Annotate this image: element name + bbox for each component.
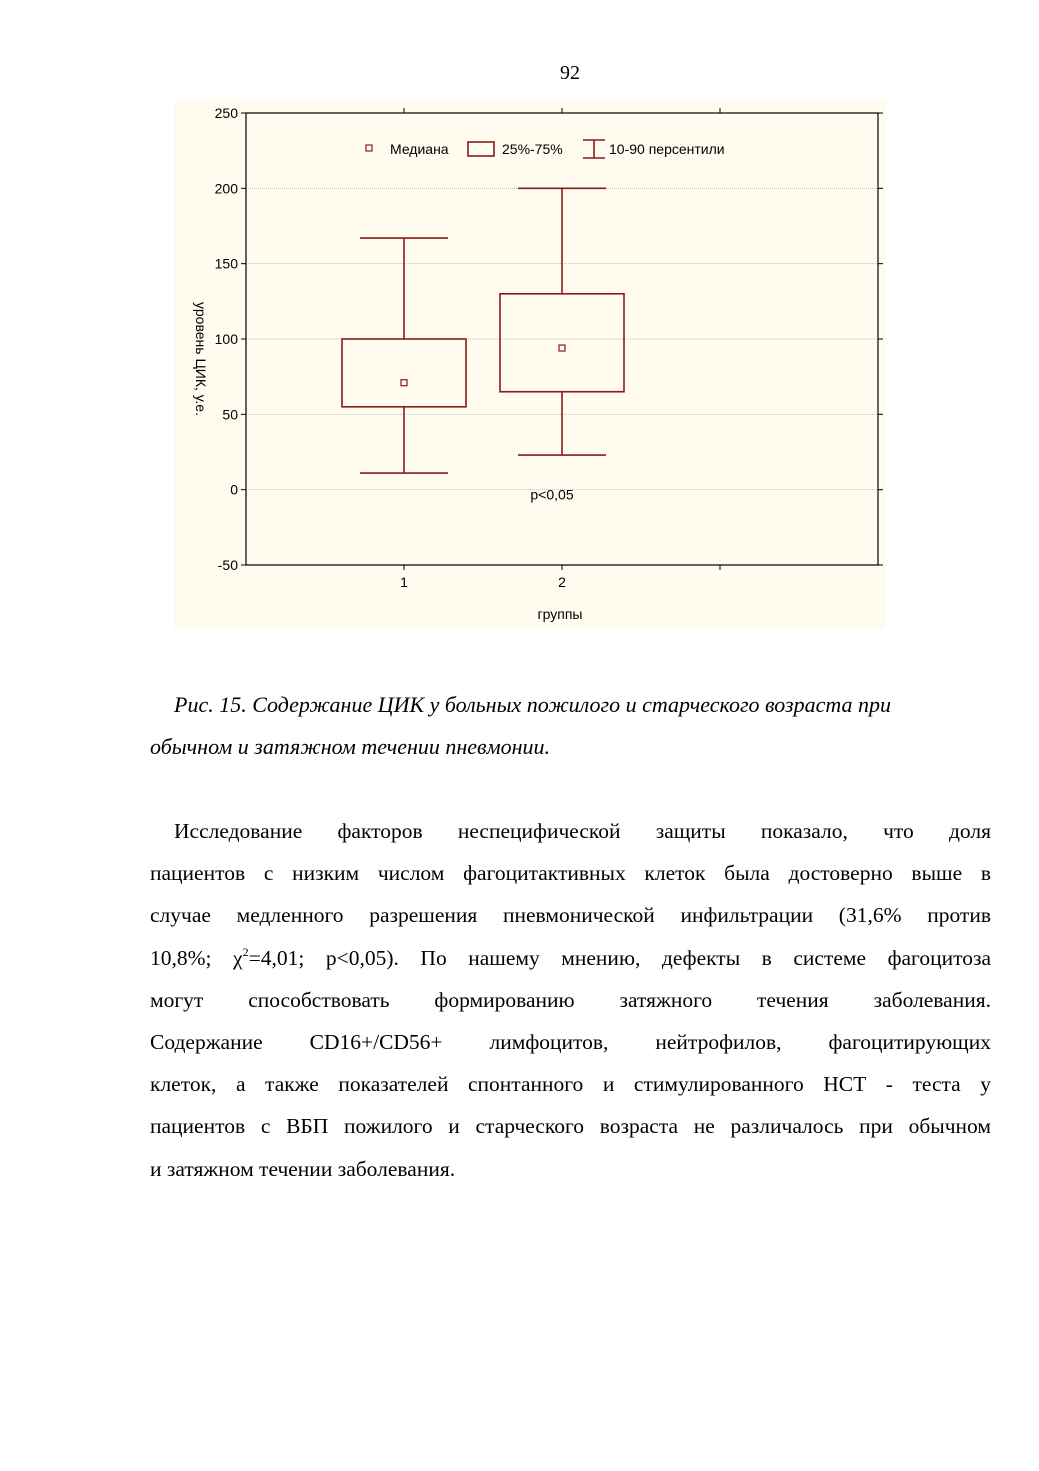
y-tick-label: 100	[214, 331, 238, 347]
boxplot-chart	[174, 99, 886, 630]
x-tick-label: 2	[558, 574, 566, 590]
y-tick-label: 0	[230, 481, 238, 498]
body-line-9: и затяжном течении заболевания.	[150, 1156, 456, 1181]
figure-caption	[150, 684, 991, 768]
body-line-4a: 10,8%; χ	[150, 945, 243, 970]
legend-box-symbol	[468, 142, 494, 156]
body-line-4b: =4,01; p<0,05). По нашему мнению, дефекты в системе фагоцитоза	[248, 945, 991, 970]
body-line-3: случае медленного разрешения пневмонической инфильтрации (31,6% против	[150, 903, 991, 928]
x-axis-label: группы	[537, 606, 583, 622]
body-line-5: могут способствовать формированию затяжного течения заболевания.	[150, 987, 991, 1012]
y-tick-label: -50	[217, 557, 238, 573]
caption-line-1: Рис. 15. Содержание ЦИК у больных пожилого и старческого возраста при	[174, 692, 891, 717]
legend-median-label: Медиана	[390, 141, 449, 157]
body-line-4	[150, 937, 991, 979]
page-number: 92	[560, 62, 580, 84]
median-marker	[559, 345, 565, 351]
y-tick-label: 50	[222, 406, 238, 423]
body-line-2: пациентов с низким числом фагоцитактивных клеток была достоверно выше в	[150, 861, 991, 886]
median-marker	[401, 380, 407, 386]
x-tick-label: 1	[400, 574, 408, 590]
p-value-annotation: p<0,05	[530, 486, 574, 503]
iqr-box	[342, 339, 466, 407]
y-axis-label: уровень ЦИК, у.е.	[193, 302, 209, 416]
body-line-1: Исследование факторов неспецифической защиты показало, что доля	[174, 819, 991, 843]
iqr-box	[500, 294, 624, 392]
body-line-8: пациентов с ВБП пожилого и старческого возраста не различалось при обычном	[150, 1114, 991, 1139]
body-paragraph	[150, 810, 991, 1190]
legend-whisker-label: 10-90 персентили	[609, 141, 725, 157]
y-tick-label: 200	[214, 180, 238, 197]
legend-median-symbol	[366, 145, 372, 151]
chart-svg	[174, 99, 886, 630]
chi-square-superscript: 2	[242, 944, 249, 959]
y-tick-label: 150	[214, 255, 238, 272]
caption-line-2: обычном и затяжном течении пневмонии.	[150, 734, 551, 759]
body-line-7: клеток, а также показателей спонтанного и стимулированного НСТ - теста у	[150, 1072, 991, 1097]
body-line-6: Содержание CD16+/CD56+ лимфоцитов, нейтрофилов, фагоцитирующих	[150, 1030, 991, 1055]
y-tick-label: 250	[214, 105, 238, 121]
legend-box-label: 25%-75%	[502, 141, 563, 157]
